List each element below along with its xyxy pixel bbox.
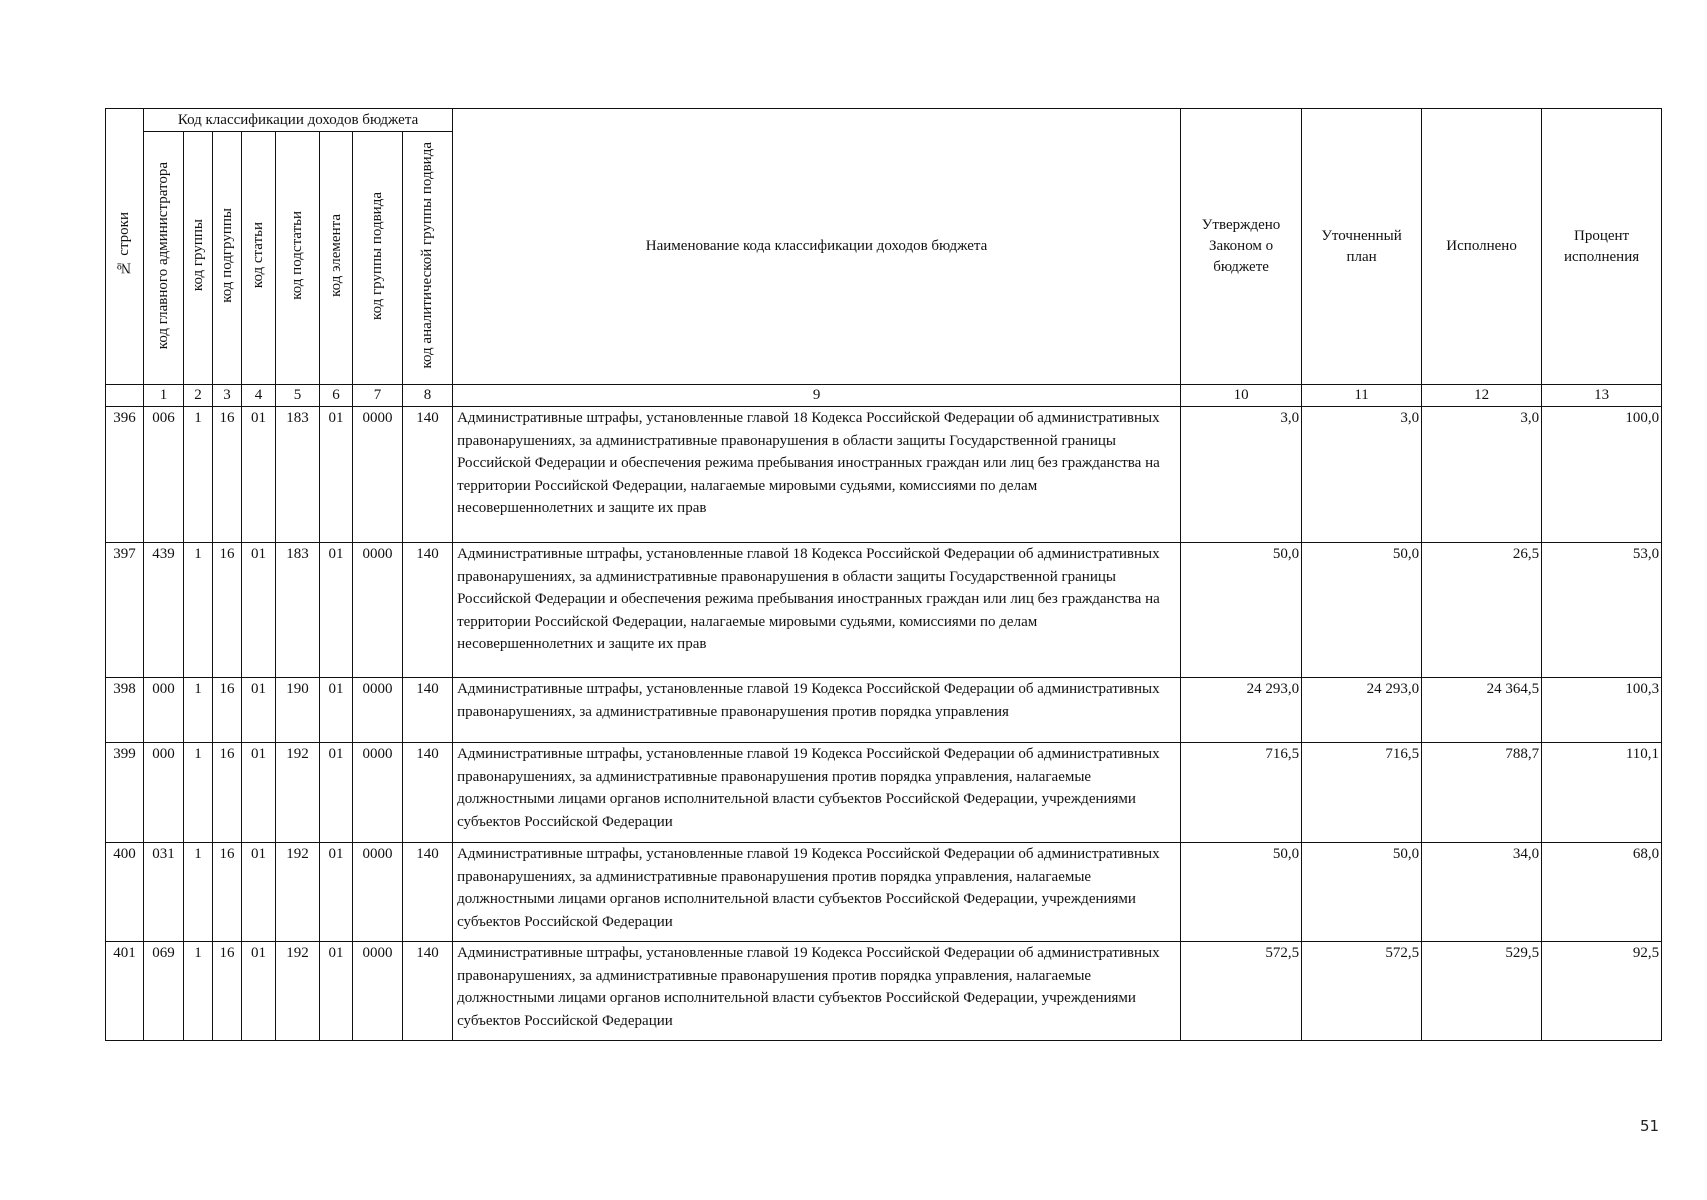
table-row [106,843,1662,942]
code-element: 01 [320,678,353,743]
revenue-name: Административные штрафы, установленные главой 18 Кодекса Российской Федерации об административных правонарушениях, за административные правонарушения в области защиты Государственной границы Российской Федерации и обеспечения режима пребывания иностранных граждан или лиц без гражданства на территории Российской Федерации, налагаемые мировыми судьями, комиссиями по делам несовершеннолетних и защите их прав [453,543,1181,678]
code-article: 01 [242,543,276,678]
code-article: 01 [242,843,276,942]
revenue-name: Административные штрафы, установленные главой 19 Кодекса Российской Федерации об административных правонарушениях, за административные правонарушения против порядка управления, налагаемые должностными лицами органов исполнительной власти субъектов Российской Федерации, учреждениями субъектов Российской Федерации [453,743,1181,843]
refined-value: 3,0 [1302,407,1422,543]
header-row-number: № строки [106,109,144,385]
row-number: 396 [106,407,144,543]
header-code-subtype-group: код группы подвида [353,132,403,385]
header-percent: Процент исполнения [1542,109,1662,385]
code-subgroup: 16 [213,407,242,543]
code-admin: 069 [144,942,184,1041]
header-executed: Исполнено [1422,109,1542,385]
header-code-subarticle: код подстатьи [276,132,320,385]
page-number: 51 [1640,1117,1660,1135]
revenue-name: Административные штрафы, установленные главой 19 Кодекса Российской Федерации об административных правонарушениях, за административные правонарушения против порядка управления, налагаемые должностными лицами органов исполнительной власти субъектов Российской Федерации, учреждениями субъектов Российской Федерации [453,843,1181,942]
column-number: 7 [353,385,403,407]
code-admin: 006 [144,407,184,543]
column-number: 10 [1181,385,1302,407]
code-element: 01 [320,407,353,543]
column-number: 13 [1542,385,1662,407]
column-number: 4 [242,385,276,407]
code-subarticle: 192 [276,843,320,942]
percent-value: 100,0 [1542,407,1662,543]
code-subtype-group: 0000 [353,407,403,543]
code-subtype-group: 0000 [353,543,403,678]
refined-value: 716,5 [1302,743,1422,843]
column-number: 1 [144,385,184,407]
code-subgroup: 16 [213,942,242,1041]
refined-value: 572,5 [1302,942,1422,1041]
revenue-name: Административные штрафы, установленные главой 19 Кодекса Российской Федерации об административных правонарушениях, за административные правонарушения против порядка управления [453,678,1181,743]
code-subgroup: 16 [213,543,242,678]
code-analytic-group: 140 [403,407,453,543]
code-subtype-group: 0000 [353,843,403,942]
header-name: Наименование кода классификации доходов бюджета [453,109,1181,385]
revenue-name: Административные штрафы, установленные главой 19 Кодекса Российской Федерации об административных правонарушениях, за административные правонарушения против порядка управления, налагаемые должностными лицами органов исполнительной власти субъектов Российской Федерации, учреждениями субъектов Российской Федерации [453,942,1181,1041]
approved-value: 50,0 [1181,543,1302,678]
row-number: 401 [106,942,144,1041]
code-group: 1 [184,543,213,678]
code-group: 1 [184,407,213,543]
header-approved: Утверждено Законом о бюджете [1181,109,1302,385]
table-row [106,942,1662,1041]
code-admin: 031 [144,843,184,942]
executed-value: 529,5 [1422,942,1542,1041]
approved-value: 50,0 [1181,843,1302,942]
percent-value: 68,0 [1542,843,1662,942]
code-group: 1 [184,678,213,743]
header-code-analytic-group: код аналитической группы подвида [403,132,453,385]
code-subarticle: 192 [276,942,320,1041]
code-analytic-group: 140 [403,743,453,843]
code-analytic-group: 140 [403,678,453,743]
approved-value: 24 293,0 [1181,678,1302,743]
code-article: 01 [242,407,276,543]
column-number-row [106,385,1662,407]
percent-value: 53,0 [1542,543,1662,678]
header-code-admin: код главного администратора [144,132,184,385]
code-subgroup: 16 [213,678,242,743]
header-classification-group: Код классификации доходов бюджета [144,109,453,132]
executed-value: 24 364,5 [1422,678,1542,743]
executed-value: 3,0 [1422,407,1542,543]
code-group: 1 [184,843,213,942]
percent-value: 110,1 [1542,743,1662,843]
header-refined: Уточненный план [1302,109,1422,385]
code-article: 01 [242,942,276,1041]
header-code-element: код элемента [320,132,353,385]
code-subtype-group: 0000 [353,743,403,843]
column-number: 6 [320,385,353,407]
code-analytic-group: 140 [403,942,453,1041]
executed-value: 788,7 [1422,743,1542,843]
column-number: 8 [403,385,453,407]
code-subtype-group: 0000 [353,678,403,743]
code-admin: 439 [144,543,184,678]
refined-value: 50,0 [1302,843,1422,942]
code-article: 01 [242,678,276,743]
table-row [106,678,1662,743]
code-subarticle: 183 [276,407,320,543]
row-number: 400 [106,843,144,942]
code-element: 01 [320,543,353,678]
approved-value: 572,5 [1181,942,1302,1041]
percent-value: 92,5 [1542,942,1662,1041]
code-group: 1 [184,942,213,1041]
executed-value: 26,5 [1422,543,1542,678]
revenue-name: Административные штрафы, установленные главой 18 Кодекса Российской Федерации об административных правонарушениях, за административные правонарушения в области защиты Государственной границы Российской Федерации и обеспечения режима пребывания иностранных граждан или лиц без гражданства на территории Российской Федерации, налагаемые мировыми судьями, комиссиями по делам несовершеннолетних и защите их прав [453,407,1181,543]
code-group: 1 [184,743,213,843]
header-code-group: код группы [184,132,213,385]
table-row [106,543,1662,678]
column-number: 12 [1422,385,1542,407]
code-admin: 000 [144,743,184,843]
header-code-subgroup: код подгруппы [213,132,242,385]
code-subarticle: 190 [276,678,320,743]
column-number: 9 [453,385,1181,407]
code-element: 01 [320,942,353,1041]
column-number [106,385,144,407]
code-article: 01 [242,743,276,843]
code-subgroup: 16 [213,843,242,942]
column-number: 5 [276,385,320,407]
row-number: 397 [106,543,144,678]
approved-value: 3,0 [1181,407,1302,543]
code-subtype-group: 0000 [353,942,403,1041]
column-number: 2 [184,385,213,407]
revenue-table [105,108,1662,1041]
header-code-article: код статьи [242,132,276,385]
code-element: 01 [320,843,353,942]
executed-value: 34,0 [1422,843,1542,942]
approved-value: 716,5 [1181,743,1302,843]
code-element: 01 [320,743,353,843]
code-analytic-group: 140 [403,843,453,942]
code-analytic-group: 140 [403,543,453,678]
code-subarticle: 183 [276,543,320,678]
column-number: 11 [1302,385,1422,407]
refined-value: 24 293,0 [1302,678,1422,743]
row-number: 398 [106,678,144,743]
code-subarticle: 192 [276,743,320,843]
code-admin: 000 [144,678,184,743]
percent-value: 100,3 [1542,678,1662,743]
refined-value: 50,0 [1302,543,1422,678]
code-subgroup: 16 [213,743,242,843]
row-number: 399 [106,743,144,843]
table-row [106,407,1662,543]
column-number: 3 [213,385,242,407]
table-row [106,743,1662,843]
